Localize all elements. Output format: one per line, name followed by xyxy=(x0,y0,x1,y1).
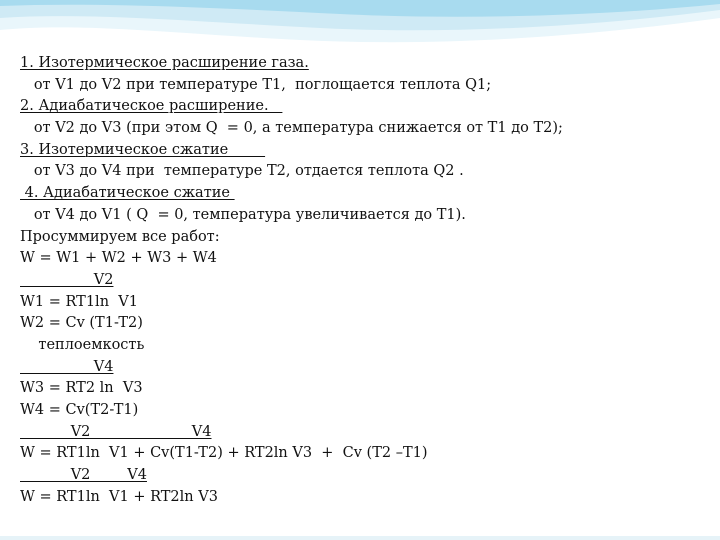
fraction-numerator: V2 V4 xyxy=(20,423,212,440)
formula-line: W = W1 + W2 + W3 + W4 xyxy=(20,250,217,267)
fraction-numerator: V2 V4 xyxy=(20,467,147,484)
text-line: от V3 до V4 при температуре T2, отдается теплота Q2 . xyxy=(20,163,464,180)
text-line: от V2 до V3 (при этом Q = 0, а температура снижается от T1 до T2); xyxy=(20,120,563,137)
text-line: Просуммируем все работ: xyxy=(20,228,220,245)
formula-line: W = RT1ln V1 + Cv(T1-T2) + RT2ln V3 + Cv (T2 –T1) xyxy=(20,445,428,462)
text-line: 3. Изотермическое сжатие xyxy=(20,141,266,158)
text-line: теплоемкость xyxy=(20,336,145,353)
fraction-numerator: V2 xyxy=(20,271,114,288)
text-line: 4. Адиабатическое сжатие xyxy=(20,185,235,202)
text-line: 1. Изотермическое расширение газа. xyxy=(20,55,309,71)
bottom-border xyxy=(0,536,720,540)
text-line: от V1 до V2 при температуре T1, поглощается теплота Q1; xyxy=(20,76,492,93)
text-line: от V4 до V1 ( Q = 0, температура увеличивается до T1). xyxy=(20,206,466,223)
formula-line: W2 = Cv (T1-T2) xyxy=(20,315,143,332)
formula-line: W1 = RT1ln V1 xyxy=(20,293,138,310)
text-line: 2. Адиабатическое расширение. xyxy=(20,98,283,115)
formula-line: W = RT1ln V1 + RT2ln V3 xyxy=(20,488,218,505)
slide-content xyxy=(20,53,710,508)
formula-line: W4 = Cv(T2-T1) xyxy=(20,402,139,418)
formula-line: W3 = RT2 ln V3 xyxy=(20,380,143,397)
fraction-numerator: V4 xyxy=(20,358,114,375)
